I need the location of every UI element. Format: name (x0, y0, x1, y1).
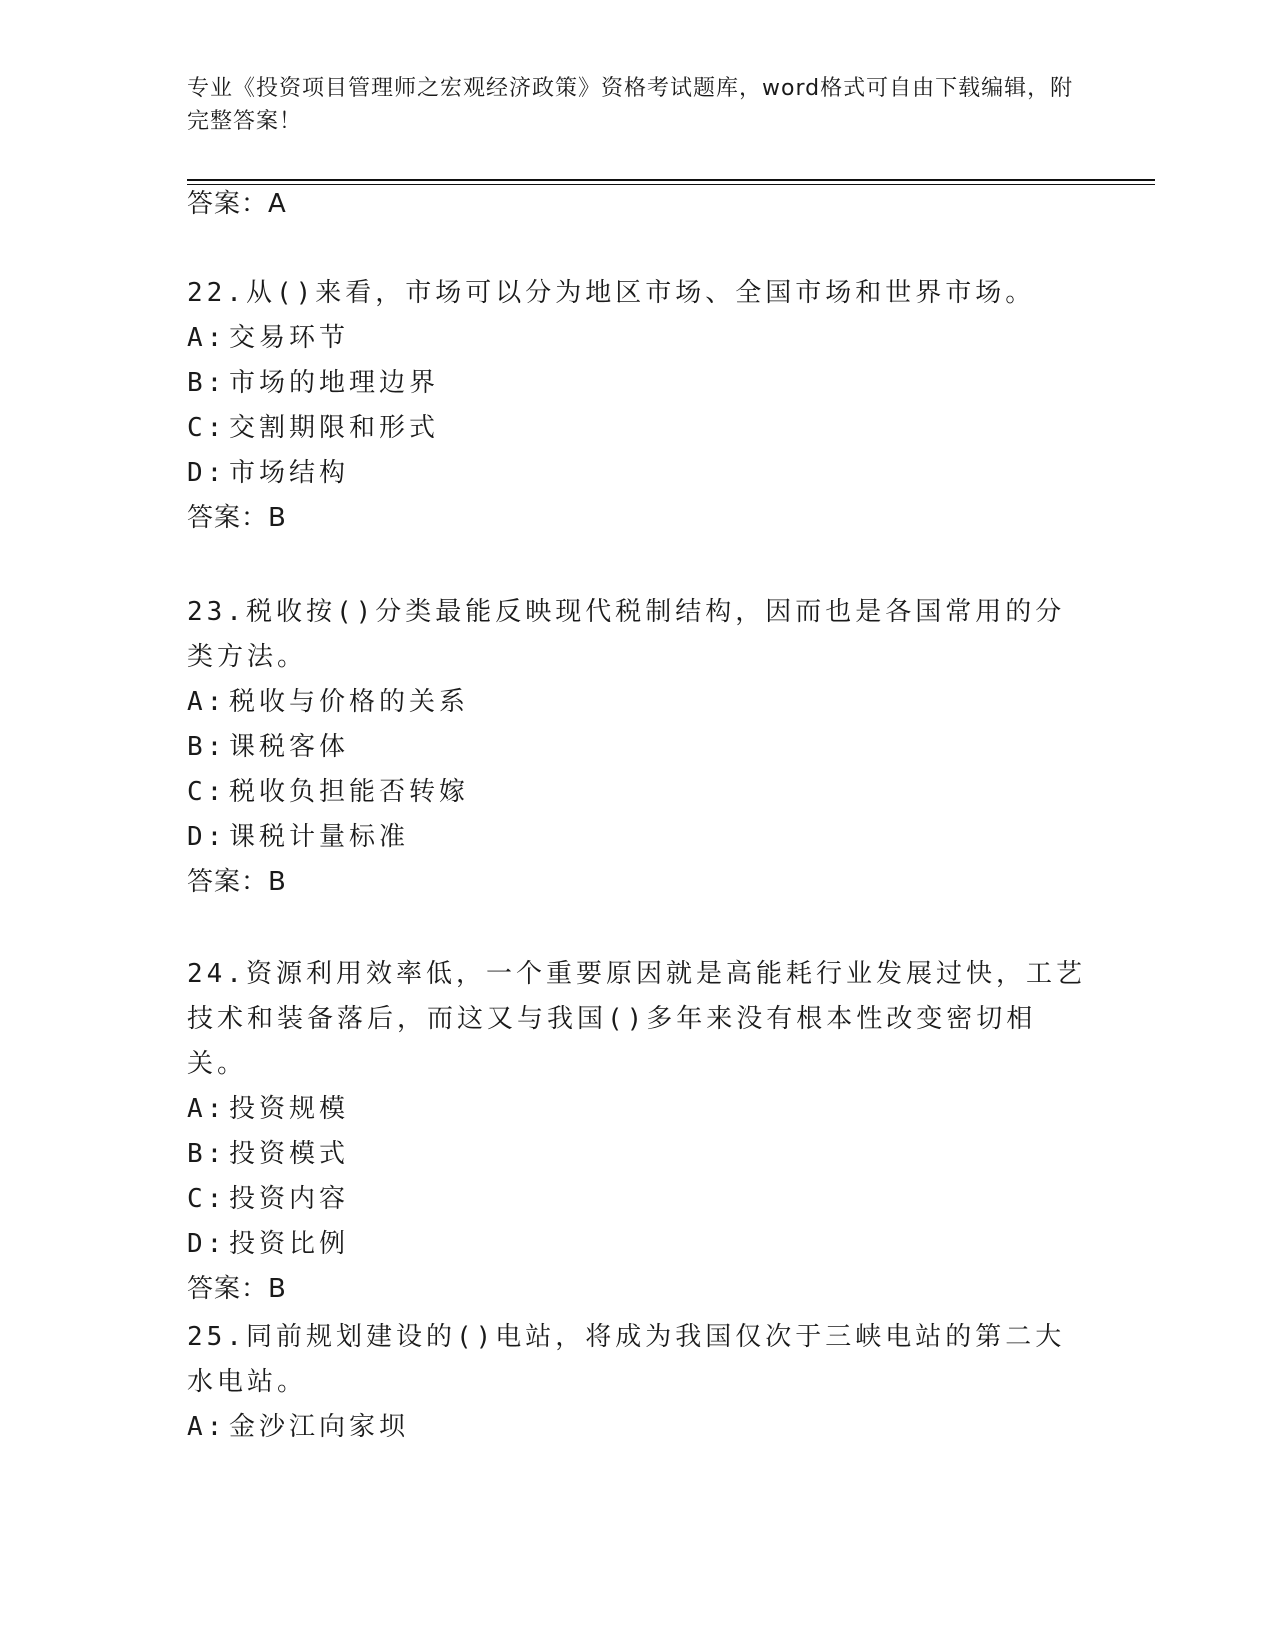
option-text: 市场的地理边界 (229, 368, 440, 398)
question-stem: 25.同前规划建设的()电站，将成为我国仅次于三峡电站的第二大水电站。 (187, 1322, 1066, 1397)
question-stem: 22.从()来看，市场可以分为地区市场、全国市场和世界市场。 (187, 278, 1036, 308)
question-22 (187, 271, 1087, 541)
option-c (187, 770, 1087, 815)
option-key: C: (187, 1184, 227, 1214)
option-text: 课税计量标准 (229, 822, 410, 852)
document-header: 专业《投资项目管理师之宏观经济政策》资格考试题库，word格式可自由下载编辑，附完整答案！ (187, 76, 1074, 134)
question-23 (187, 590, 1087, 905)
option-text: 金沙江向家坝 (229, 1412, 410, 1442)
option-a (187, 316, 1087, 361)
option-text: 投资模式 (229, 1139, 350, 1169)
question-answer: 答案：B (187, 1274, 287, 1304)
option-key: A: (187, 687, 227, 717)
option-a (187, 1087, 1087, 1132)
question-24 (187, 952, 1087, 1312)
option-text: 投资内容 (229, 1184, 350, 1214)
option-d (187, 1222, 1087, 1267)
option-text: 交易环节 (229, 323, 350, 353)
question-stem: 23.税收按()分类最能反映现代税制结构，因而也是各国常用的分类方法。 (187, 597, 1066, 672)
option-key: C: (187, 413, 227, 443)
option-key: A: (187, 1412, 227, 1442)
option-key: D: (187, 1229, 227, 1259)
option-text: 课税客体 (229, 732, 350, 762)
option-key: A: (187, 1094, 227, 1124)
option-key: D: (187, 822, 227, 852)
option-c (187, 1177, 1087, 1222)
option-c (187, 406, 1087, 451)
option-key: A: (187, 323, 227, 353)
option-b (187, 361, 1087, 406)
option-key: D: (187, 458, 227, 488)
option-b (187, 725, 1087, 770)
question-answer: 答案：B (187, 867, 287, 897)
question-answer: 答案：B (187, 503, 287, 533)
option-key: C: (187, 777, 227, 807)
header-rule-thick (187, 179, 1155, 181)
option-text: 税收负担能否转嫁 (229, 777, 470, 807)
option-key: B: (187, 732, 227, 762)
header-rule-thin (187, 184, 1155, 185)
option-text: 市场结构 (229, 458, 350, 488)
option-a (187, 680, 1087, 725)
option-text: 投资比例 (229, 1229, 350, 1259)
option-d (187, 451, 1087, 496)
option-d (187, 815, 1087, 860)
previous-answer: 答案：A (187, 189, 287, 219)
question-25 (187, 1315, 1087, 1450)
option-text: 投资规模 (229, 1094, 350, 1124)
option-b (187, 1132, 1087, 1177)
option-a (187, 1405, 1087, 1450)
question-stem: 24.资源利用效率低，一个重要原因就是高能耗行业发展过快，工艺技术和装备落后，而这又与我国()多年来没有根本性改变密切相关。 (187, 959, 1086, 1079)
option-text: 税收与价格的关系 (229, 687, 470, 717)
option-text: 交割期限和形式 (229, 413, 440, 443)
option-key: B: (187, 1139, 227, 1169)
option-key: B: (187, 368, 227, 398)
